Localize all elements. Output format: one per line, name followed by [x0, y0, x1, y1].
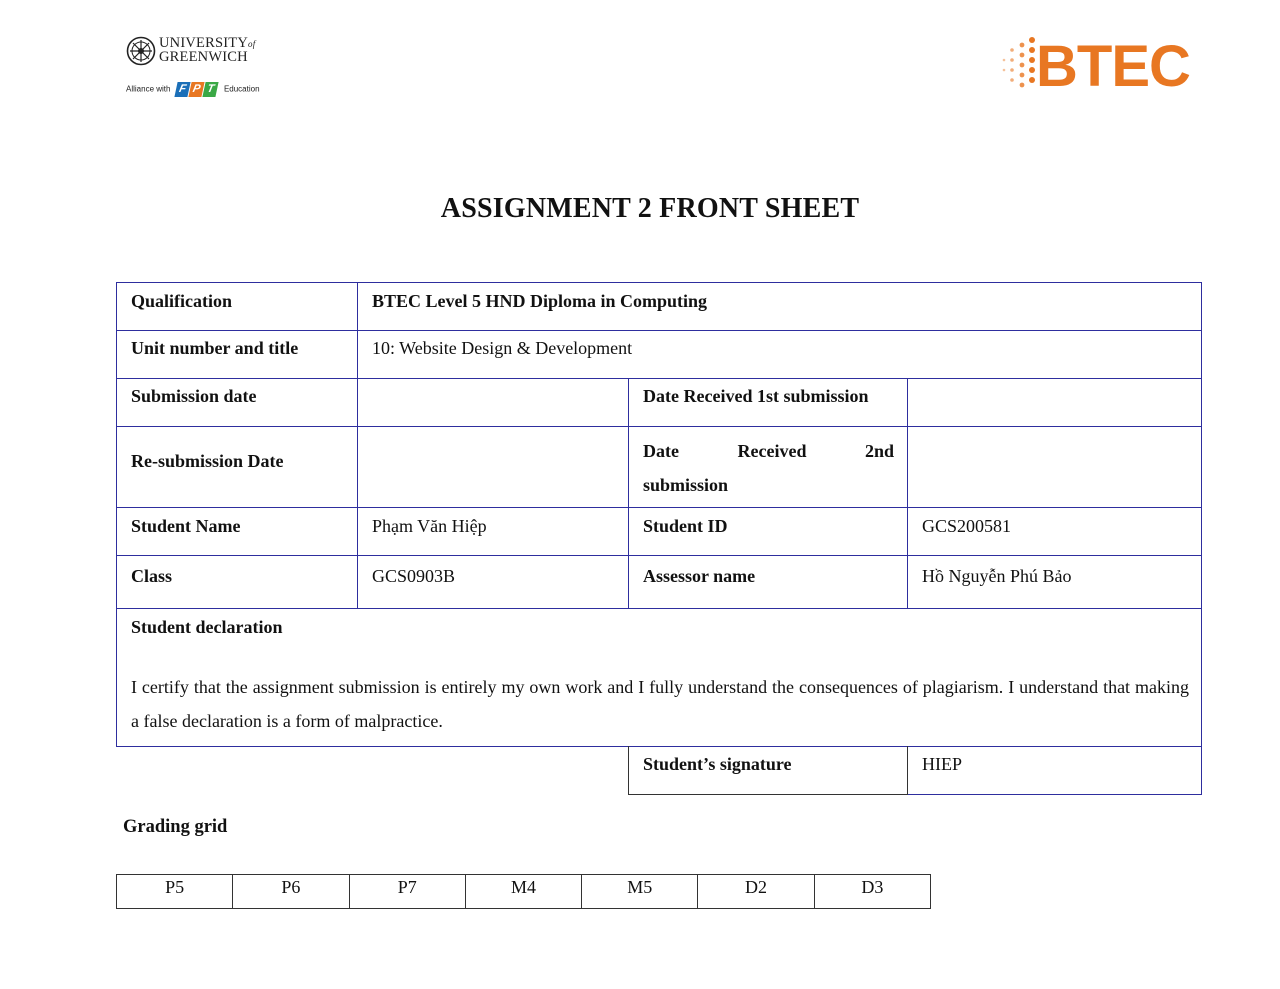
grading-grid-table [116, 874, 931, 909]
assessor-name-label: Assessor name [643, 566, 756, 586]
student-name-label: Student Name [131, 516, 241, 536]
class-value: GCS0903B [372, 566, 456, 586]
table-border [116, 282, 1202, 283]
declaration-text: I certify that the assignment submission is entirely my own work and I fully understand the consequences of plagiarism. I understand that making a false declaration is a form of malpractice. [131, 677, 1189, 731]
submission-date-label: Submission date [131, 386, 257, 406]
table-border [116, 378, 1202, 379]
table-border [628, 794, 908, 795]
btec-wordmark: BTEC [1036, 34, 1190, 99]
fpt-logo: F P T [176, 82, 218, 97]
grade-criterion-m5: M5 [582, 875, 698, 908]
table-border [116, 608, 1202, 609]
grade-criterion-p5: P5 [117, 875, 233, 908]
university-name: UNIVERSITYof GREENWICH [159, 35, 256, 65]
page-title: ASSIGNMENT 2 FRONT SHEET [440, 193, 860, 224]
table-border [116, 555, 1202, 556]
class-label: Class [131, 566, 173, 586]
grade-criterion-p7: P7 [350, 875, 466, 908]
unit-label: Unit number and title [131, 338, 299, 358]
grade-criterion-m4: M4 [466, 875, 582, 908]
unit-value: 10: Website Design & Development [372, 338, 633, 358]
university-seal-icon [126, 36, 156, 66]
btec-logo [1000, 30, 1200, 100]
date-received-2nd-label: Date Received 2nd submission [643, 441, 894, 495]
grade-criterion-p6: P6 [233, 875, 349, 908]
table-border [1201, 282, 1202, 795]
university-logo [126, 36, 266, 106]
alliance-line: Alliance with F P T Education [126, 83, 260, 95]
resubmission-date-label: Re-submission Date [131, 451, 284, 471]
signature-value: HIEP [922, 754, 962, 774]
date-received-1st-label: Date Received 1st submission [643, 386, 869, 406]
table-border [116, 426, 1202, 427]
table-border [907, 794, 1202, 795]
declaration-label: Student declaration [131, 617, 283, 637]
btec-dots-icon [1000, 36, 1040, 92]
table-border [116, 330, 1202, 331]
qualification-label: Qualification [131, 291, 233, 311]
grading-grid-title: Grading grid [123, 817, 228, 837]
student-name-value: Phạm Văn Hiệp [372, 516, 487, 536]
grade-criterion-d3: D3 [861, 877, 884, 897]
assessor-name-value: Hồ Nguyễn Phú Bảo [922, 566, 1072, 586]
table-border [116, 507, 1202, 508]
table-border [116, 746, 1202, 747]
qualification-value: BTEC Level 5 HND Diploma in Computing [372, 291, 708, 311]
student-id-value: GCS200581 [922, 516, 1012, 536]
grade-criterion-d2: D2 [698, 875, 814, 908]
signature-label: Student’s signature [643, 754, 792, 774]
table-border [357, 282, 358, 609]
student-id-label: Student ID [643, 516, 728, 536]
